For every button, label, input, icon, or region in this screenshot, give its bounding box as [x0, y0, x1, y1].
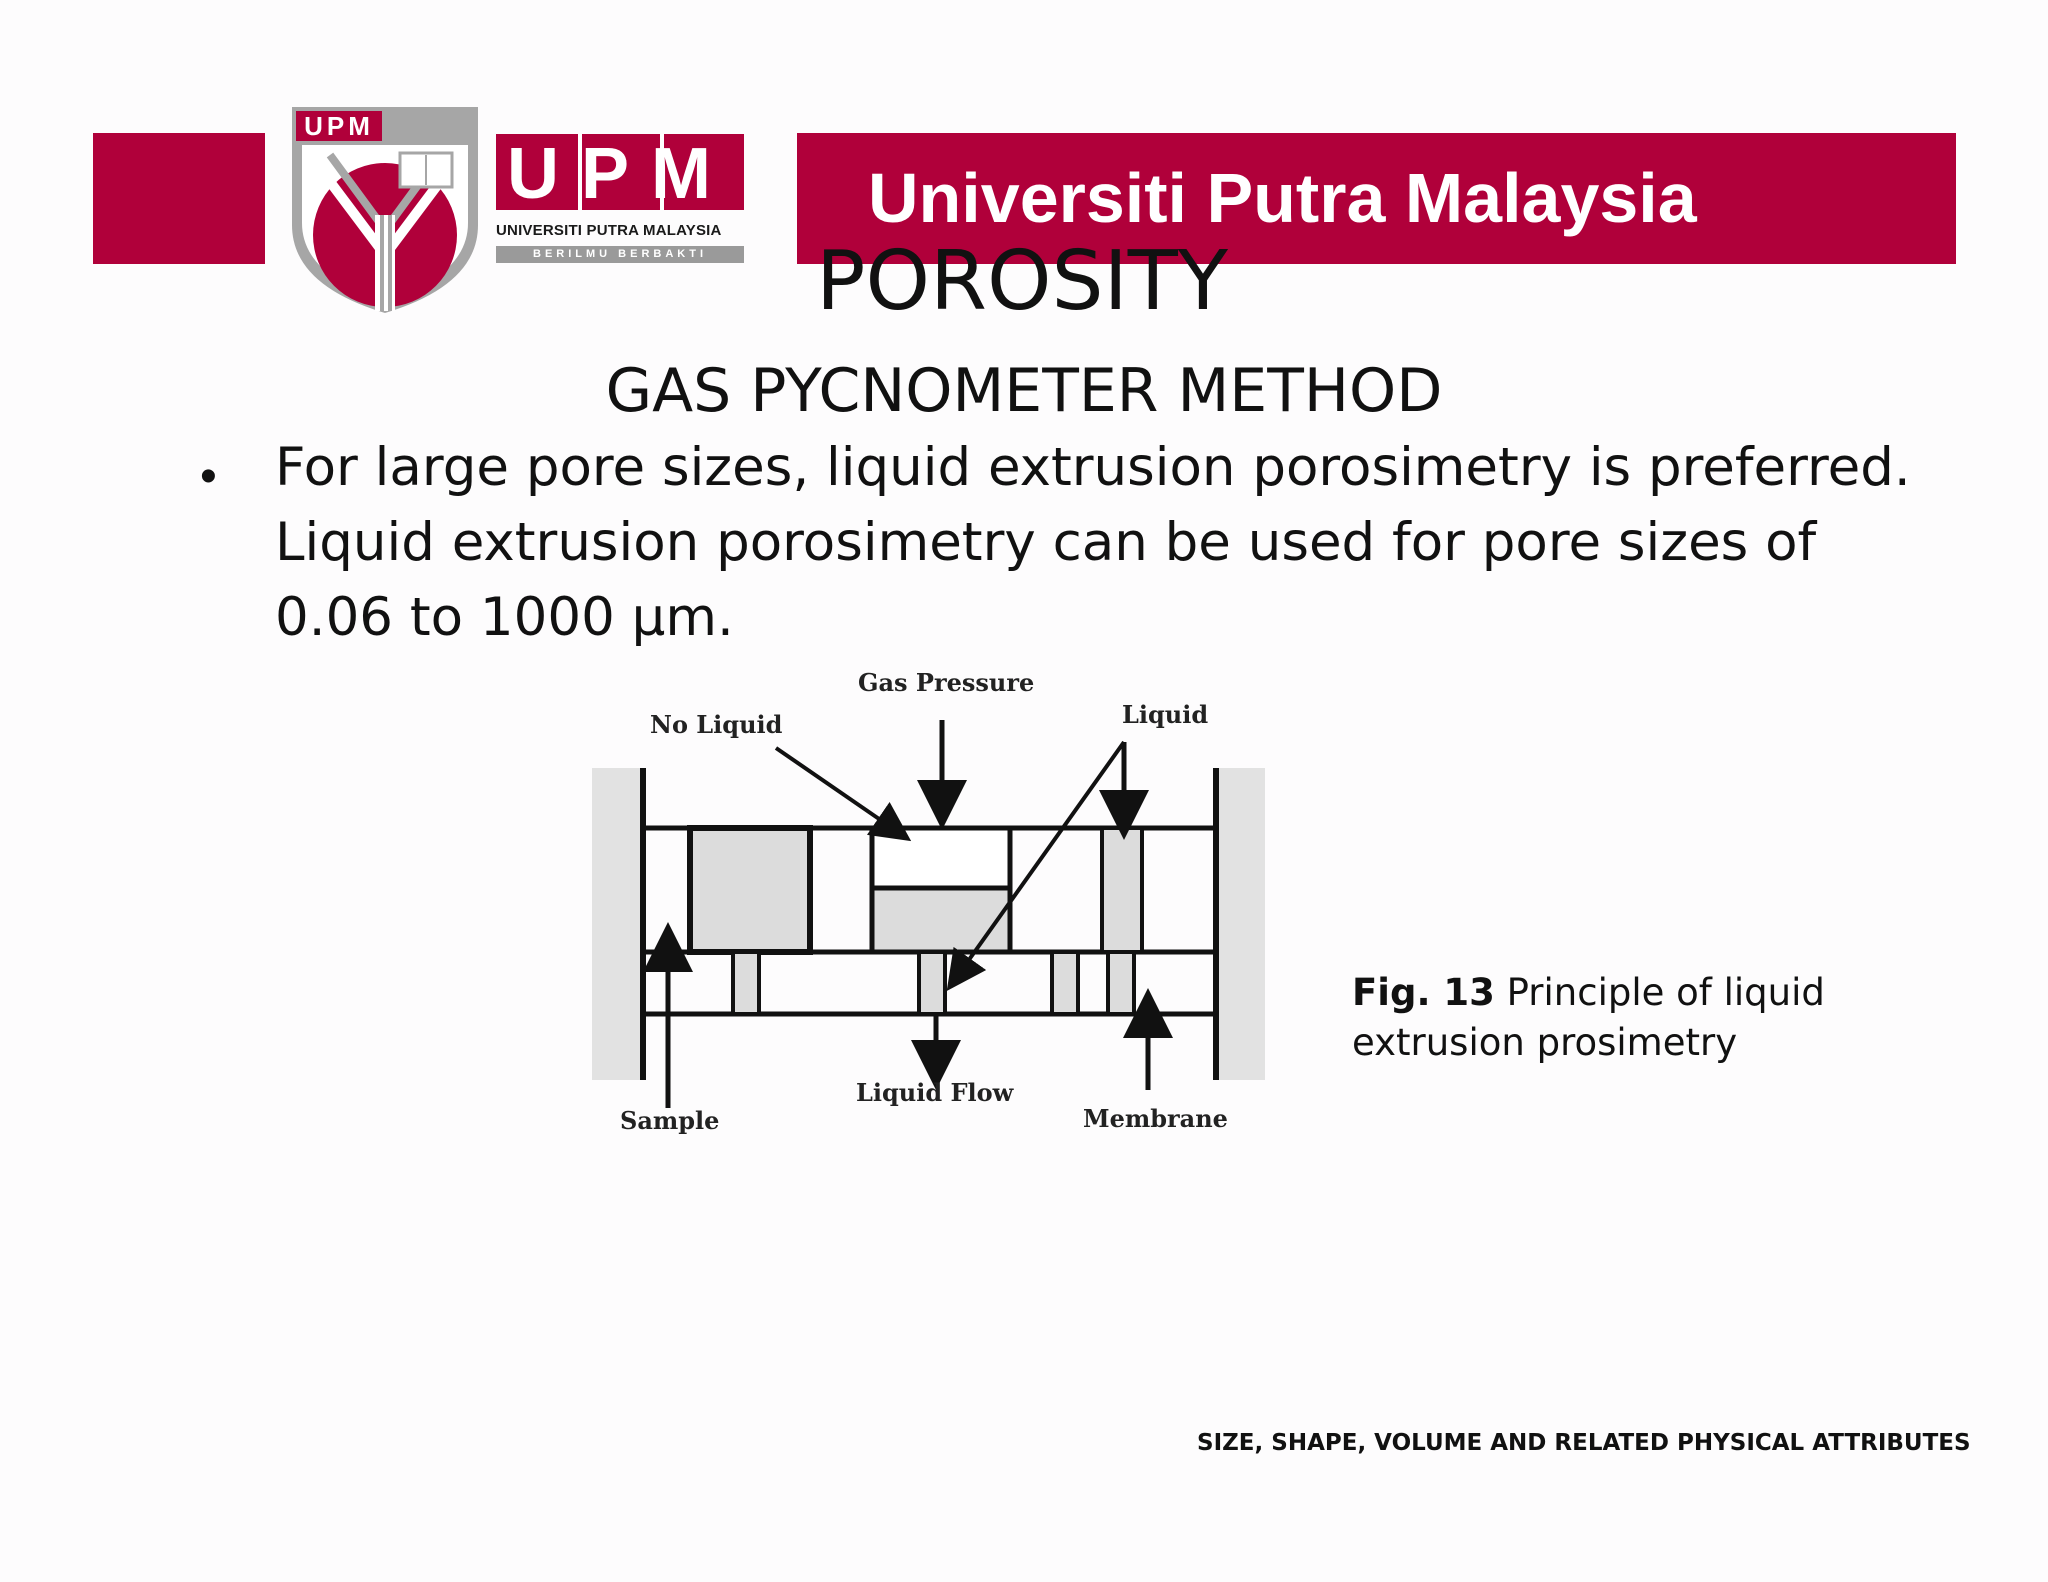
upm-wordmark-text: UPM [507, 134, 733, 210]
label-membrane: Membrane [1083, 1104, 1228, 1133]
slide-title [0, 232, 2048, 332]
shield-upm-text: UPM [304, 111, 374, 141]
bullet-line-1: For large pore sizes, liquid extrusion porosimetry is preferred. [275, 437, 1911, 498]
slide-title-text: POROSITY [816, 234, 1228, 329]
label-sample: Sample [620, 1106, 720, 1135]
liquid-column [1102, 828, 1142, 952]
caption-text: Principle of liquid extrusion prosimetry [1352, 971, 1825, 1064]
logo-subtitle: UNIVERSITI PUTRA MALAYSIA [496, 222, 722, 239]
slide-footer: SIZE, SHAPE, VOLUME AND RELATED PHYSICAL ATTRIBUTES [1197, 1430, 1971, 1456]
slide-subtitle: GAS PYCNOMETER METHOD [605, 356, 1443, 426]
logo-motto: BERILMU BERBAKTI [496, 246, 744, 263]
middle-liquid [872, 888, 1010, 952]
label-no-liquid: No Liquid [650, 710, 783, 739]
sample-block [690, 828, 810, 952]
bullet-line-2: Liquid extrusion porosimetry can be used for pore sizes of [275, 512, 1817, 573]
upm-wordmark [496, 134, 744, 210]
label-liquid: Liquid [1122, 700, 1209, 729]
extrusion-diagram [580, 660, 1280, 1140]
right-wall [1215, 768, 1265, 1080]
label-gas-pressure: Gas Pressure [858, 668, 1035, 697]
label-liquid-flow: Liquid Flow [856, 1078, 1014, 1107]
university-banner-text: Universiti Putra Malaysia [868, 159, 1697, 237]
bullet-text [275, 430, 1925, 655]
bullet-line-3: 0.06 to 1000 μm. [275, 587, 734, 648]
left-wall [592, 768, 642, 1080]
bullet-marker: • [200, 450, 217, 503]
figure-caption [1352, 968, 1912, 1068]
caption-figure-number: Fig. 13 [1352, 971, 1495, 1014]
